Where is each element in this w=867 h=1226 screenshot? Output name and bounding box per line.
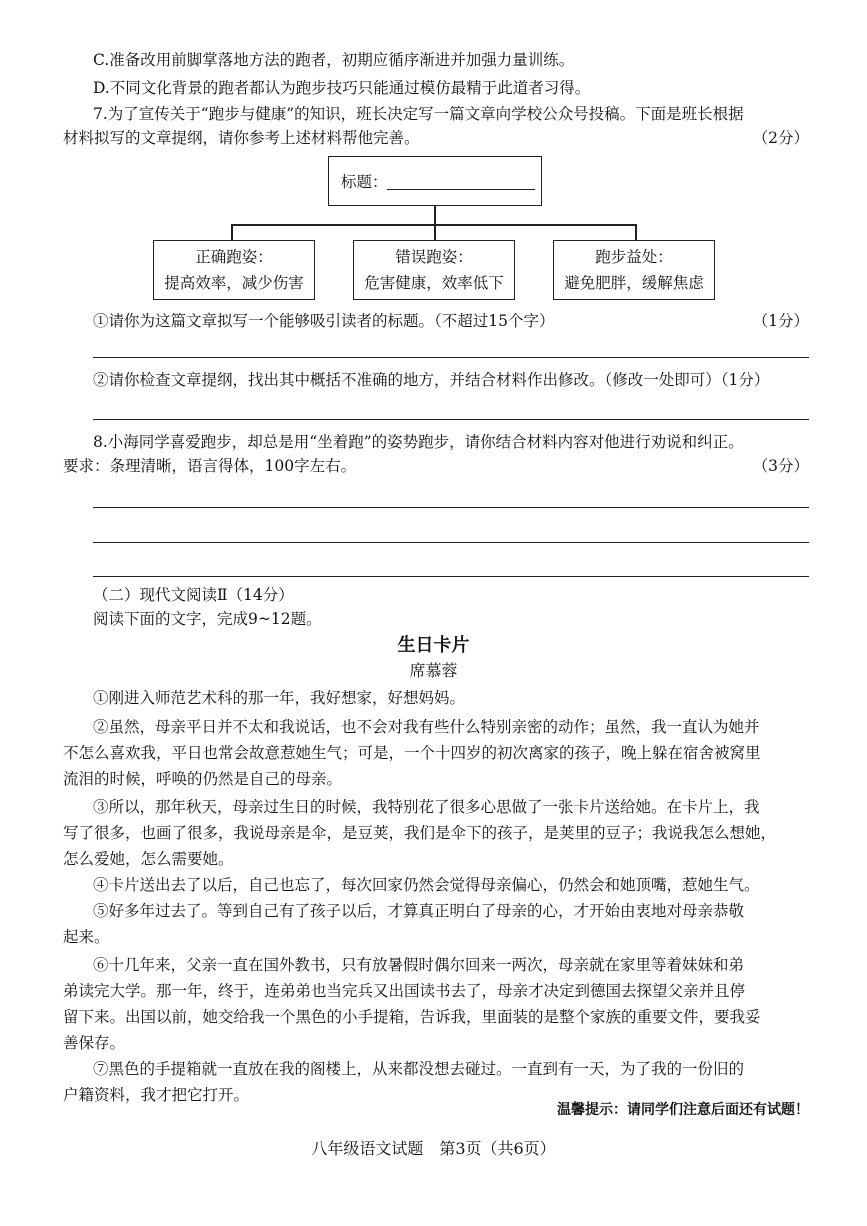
paragraph-line: 弟读完大学。那一年，终于，连弟弟也当完兵又出国读书去了，母亲才决定到德国去探望父亲并且停 [63,982,746,1000]
article-title: 生日卡片 [397,635,470,656]
option-d: D.不同文化背景的跑者都认为跑步技巧只能通过模仿最精于此道者习得。 [93,79,591,97]
paragraph-line: ④卡片送出去了以后，自己也忘了，每次回家仍然会觉得母亲偏心，仍然会和她顶嘴，惹她生气。 [93,876,760,894]
outline-box-wrong-posture [353,240,515,300]
q7-sub1: ①请你为这篇文章拟写一个能够吸引读者的标题。（不超过15个字） [93,312,555,330]
outline-connector-middle [434,224,436,240]
outline-title-box [328,156,542,206]
q8-answer-line-2 [93,542,809,543]
q8-answer-line-1 [93,507,809,508]
outline-connector-left [231,224,233,240]
paragraph-line: ⑦黑色的手提箱就一直放在我的阁楼上，从来都没想去碰过。一直到有一天，为了我的一份旧的 [93,1060,745,1078]
outline-box-heading: 跑步益处： [595,248,673,266]
section-instruction: 阅读下面的文字，完成9~12题。 [93,610,322,628]
outline-box-running-benefits [553,240,715,300]
q8-answer-line-3 [93,576,809,577]
paragraph-line: 怎么爱她，怎么需要她。 [63,850,234,868]
outline-connector-vertical [434,206,436,224]
paragraph-line: 流泪的时候，呼唤的仍然是自己的母亲。 [63,770,343,788]
paragraph-line: 起来。 [63,928,110,946]
paragraph-line: 留下来。出国以前，她交给我一个黑色的小手提箱，告诉我，里面装的是整个家族的重要文件，要我妥 [63,1008,761,1026]
article-author: 席慕蓉 [409,661,458,680]
outline-box-heading: 正确跑姿： [195,248,273,266]
q7-sub2: ②请你检查文章提纲，找出其中概括不准确的地方，并结合材料作出修改。（修改一处即可）（1分） [93,371,770,389]
reminder-tip: 温馨提示：请同学们注意后面还有试题！ [557,1102,809,1118]
q7-stem-line2: 材料拟写的文章提纲，请你参考上述材料帮他完善。 [63,129,420,147]
paragraph-line: ③所以，那年秋天，母亲过生日的时候，我特别花了很多心思做了一张卡片送给她。在卡片上，我 [93,798,760,816]
outline-title-label: 标题： [341,173,388,191]
q8-score: （3分） [752,457,809,475]
paragraph-line: ②虽然，母亲平日并不太和我说话，也不会对我有些什么特别亲密的动作；虽然，我一直认为她并 [93,718,760,736]
outline-box-heading: 错误跑姿： [395,248,473,266]
q7-sub1-answer-line [93,357,809,358]
outline-box-content: 危害健康，效率低下 [364,274,504,292]
section-heading: （二）现代文阅读Ⅱ（14分） [93,586,294,604]
q7-sub2-answer-line [93,419,809,420]
paragraph-line: 善保存。 [63,1034,126,1052]
paragraph-line: 不怎么喜欢我，平日也常会故意惹她生气；可是，一个十四岁的初次离家的孩子，晚上躲在宿舍被窝里 [63,744,761,762]
q7-score: （2分） [752,129,809,147]
outline-box-content: 避免肥胖，缓解焦虑 [564,274,704,292]
q8-stem-line2: 要求：条理清晰，语言得体，100字左右。 [63,457,357,475]
outline-box-content: 提高效率，减少伤害 [164,274,304,292]
outline-box-correct-posture [153,240,315,300]
q7-stem-line1: 7.为了宣传关于“跑步与健康”的知识，班长决定写一篇文章向学校公众号投稿。下面是班长根据 [93,105,744,123]
paragraph-line: 户籍资料，我才把它打开。 [63,1086,250,1104]
paragraph-line: ⑤好多年过去了。等到自己有了孩子以后，才算真正明白了母亲的心，才开始由衷地对母亲恭敬 [93,902,745,920]
paragraph-line: ⑥十几年来，父亲一直在国外教书，只有放暑假时偶尔回来一两次，母亲就在家里等着妹妹和弟 [93,956,745,974]
outline-title-blank [387,189,535,190]
paragraph-line: ①刚进入师范艺术科的那一年，我好想家，好想妈妈。 [93,689,466,707]
paragraph-line: 写了很多，也画了很多，我说母亲是伞，是豆荚，我们是伞下的孩子，是荚里的豆子；我说我怎么想她， [63,824,777,842]
outline-connector-right [635,224,637,240]
q8-stem-line1: 8.小海同学喜爱跑步，却总是用“坐着跑”的姿势跑步，请你结合材料内容对他进行劝说和纠正。 [93,433,744,451]
q7-sub1-score: （1分） [752,312,809,330]
page-footer: 八年级语文试题 第3页（共6页） [311,1139,556,1158]
option-c: C.准备改用前脚掌落地方法的跑者，初期应循序渐进并加强力量训练。 [93,51,575,69]
